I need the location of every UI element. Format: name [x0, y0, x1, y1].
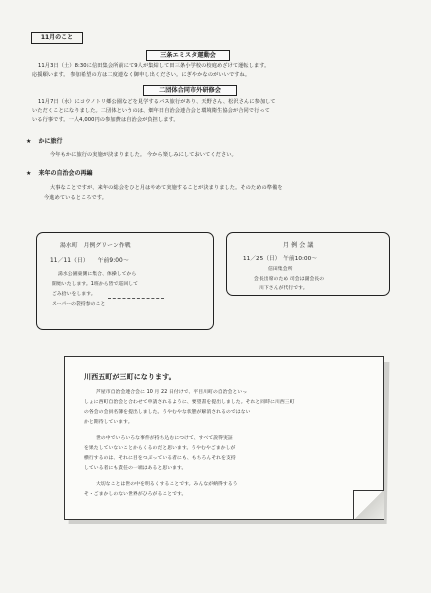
box1-line: 湯水公園東側に集合、体操してから — [58, 272, 137, 277]
box1-divider — [108, 298, 164, 299]
bullet1-text: 今年もかに旅行の実施が決まりました。 今から楽しみにしておいてください。 — [50, 152, 237, 158]
box1-line: 開始いたします。1班から皆で巡回して — [52, 282, 139, 287]
bullet2-heading — [26, 170, 93, 178]
section1-line: 応援願います。 参加希望の方は二度連なく御申し出ください。にぎやかなのがいいですね。 — [32, 72, 251, 78]
notice-line: かと期待しています。 — [84, 420, 133, 425]
box2-place: 信田集会所 — [268, 267, 293, 272]
month-header: 11月のこと — [31, 32, 83, 44]
page-curl — [353, 490, 384, 519]
star-icon: ★ — [26, 138, 32, 145]
box2-date: 11／25（日） 午前10:00～ — [243, 256, 318, 262]
star-icon: ★ — [26, 170, 32, 177]
notice-line: を果たしていないことからくるのだと思います。うやむやごまかしが — [84, 446, 236, 451]
notice-line: しょに西町自治会と合わせて申請されるように、要望書を提出しました。それと同時に川西三町 — [84, 400, 295, 405]
box1-title: 湯水町 月例グリーン作戦 — [60, 243, 131, 249]
bullet2-head-text: 来年の自治会の再編 — [38, 170, 93, 177]
notice-line: の各会の会員名簿を提出しました。うやむやな状態が解消されるのではない — [84, 410, 251, 415]
notice-line: している者にも責任の一端はあると思います。 — [84, 466, 187, 471]
section2-line: いただくことになりました。二団体というのは、畑年日自治会連合会と環境衛生協会が合同で行って — [32, 108, 270, 114]
bullet1-head-text: かに旅行 — [38, 138, 63, 145]
notice-line: そ・ごまかしのない世界がひろがることです。 — [84, 492, 187, 497]
notice-line: 大切なことは世の中を明るくすることです。みんなが納得するう — [96, 482, 238, 487]
box1-line: スーパーの袋持参のこと — [52, 302, 106, 307]
bullet2-line: 大事なことですが、来年の総会をひと月はやめて実施することが決まりました。そのための準備を — [50, 185, 283, 191]
box1-line: ごみ拾いをします。 — [52, 292, 96, 297]
section2-line: いる行事です。一人4,000円の参加費は自治会が負担します。 — [32, 117, 179, 123]
section1-title: 三条エミスタ運動会 — [146, 50, 230, 61]
notice-line: 芦屋市自治会連合会に 10 月 22 日付けで、平目川町の自治会といっ — [96, 390, 248, 395]
box2-line: 会長出席のため 司会は副会長の — [254, 277, 325, 282]
notice-title: 川西五町が三町になります。 — [84, 373, 176, 381]
bullet1-heading — [26, 138, 63, 146]
box2-title: 月 例 会 議 — [283, 242, 314, 249]
notice-line: 横行するのは、それに目をつぶっている者にも、もちろんそれを支持 — [84, 456, 236, 461]
section2-line: 11月7日（水）にコウノトリ郷公園などを見学するバス旅行があり、天野さん、松沢さんに参加して — [38, 99, 276, 105]
bullet2-line: 今進めているところです。 — [44, 195, 107, 201]
notice-line: 世の中でいろいろな事件が持ち込むにつけて、すべて説得実証 — [96, 436, 233, 441]
section1-line: 11月3日（土）8:30に信田集会所前にて9人が集結して田三条小学校の校庭めざけて運転します。 — [38, 63, 270, 69]
box1-date: 11／11（日） 午前9:00～ — [50, 258, 129, 264]
section2-title: 二団体合同市外研修会 — [143, 85, 237, 96]
box2-line: 川下さんが代行です。 — [259, 286, 308, 291]
